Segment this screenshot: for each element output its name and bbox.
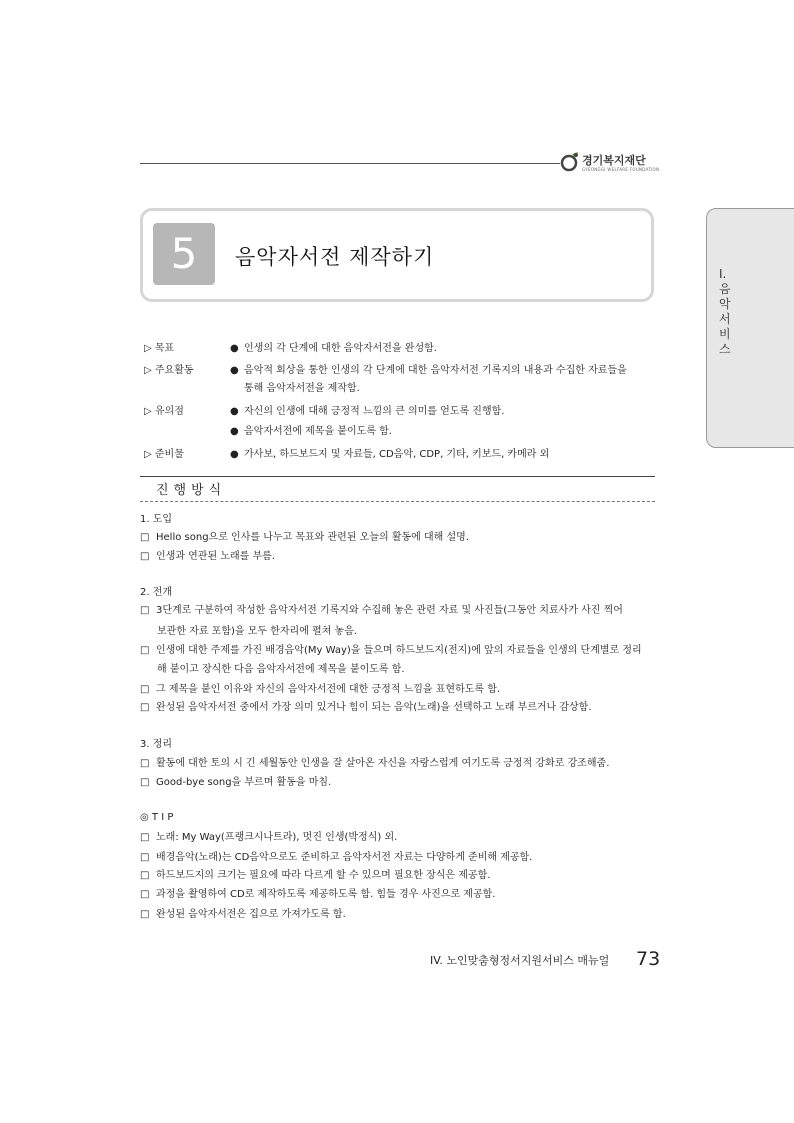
logo-text: 경기복지재단 [582, 154, 646, 167]
bullet: ● [230, 365, 239, 376]
activity-text-2: 통해 음악자서전을 제작함. [244, 383, 360, 394]
list-item-cont: 해 붙이고 장식한 다음 음악자서전에 제목을 붙이도록 함. [157, 664, 405, 675]
footer-title: IV. 노인맞춤형정서지원서비스 매뉴얼 [430, 954, 610, 967]
tip-heading: ◎ T I P [140, 812, 174, 823]
tip-item: □ 완성된 음악자서전은 집으로 가져가도록 함. [140, 909, 346, 920]
activity-text-1: 음악적 회상을 통한 인생의 각 단계에 대한 음악자서전 기록지의 내용과 수집한 자료들을 [244, 365, 627, 376]
prep-label: ▷ 준비물 [144, 449, 184, 460]
step-heading-development: 2. 전개 [140, 587, 173, 598]
goal-label: ▷ 목표 [144, 343, 175, 354]
list-item: □ 인생과 연관된 노래를 부름. [140, 551, 275, 562]
prep-text: 가사보, 하드보드지 및 자료들, CD음악, CDP, 기타, 키보드, 카메라 외 [244, 449, 550, 460]
list-item: □ 그 제목을 붙인 이유와 자신의 음악자서전에 대한 긍정적 느낌을 표현하도록 함. [140, 684, 501, 695]
page-number: 73 [636, 948, 661, 970]
list-item: □ Hello song으로 인사를 나누고 목표와 관련된 오늘의 활동에 대해 설명. [140, 532, 469, 543]
bullet: ● [230, 406, 239, 417]
list-item: □ 활동에 대한 토의 시 긴 세월동안 인생을 잘 살아온 자신을 자랑스럽게 여기도록 긍정적 강화로 강조해줌. [140, 758, 610, 769]
bullet: ● [230, 426, 239, 437]
activity-label: ▷ 주요활동 [144, 365, 194, 376]
goal-text: 인생의 각 단계에 대한 음악자서전을 완성함. [244, 343, 437, 354]
section-heading: 진행방식 [156, 483, 227, 498]
tip-item: □ 하드보드지의 크기는 필요에 따라 다르게 할 수 있으며 필요한 장식은 제공함. [140, 870, 491, 881]
chapter-side-tab [706, 208, 794, 448]
list-item: □ 인생에 대한 주제를 가진 배경음악(My Way)을 들으며 하드보드지(전지)에 앞의 자료들을 인생의 단계별로 정리 [140, 645, 642, 656]
section-rule-top [140, 476, 655, 477]
caution-text-2: 음악자서전에 제목을 붙이도록 함. [244, 426, 392, 437]
chapter-side-tab-label: Ⅰ. 음악서비스 [719, 267, 731, 356]
section-rule-bottom [140, 501, 655, 502]
logo-subtext: GYEONGGI WELFARE FOUNDATION [582, 167, 660, 172]
step-heading-intro: 1. 도입 [140, 514, 173, 525]
header-rule [140, 163, 560, 164]
tip-item: □ 노래: My Way(프랭크시나트라), 멋진 인생(박정식) 외. [140, 832, 398, 843]
list-item: □ 3단계로 구분하여 작성한 음악자서전 기록지와 수집해 놓은 관련 자료 및 사진들(그동안 치료사가 사진 찍어 [140, 605, 623, 616]
bullet: ● [230, 449, 239, 460]
foundation-logo-icon [560, 150, 580, 174]
foundation-logo [560, 150, 660, 176]
caution-text-1: 자신의 인생에 대해 긍정적 느낌의 큰 의미를 얻도록 진행함. [244, 406, 505, 417]
tip-item: □ 과정을 촬영하여 CD로 제작하도록 제공하도록 함. 힘들 경우 사진으로 제공함. [140, 889, 496, 900]
page-title: 음악자서전 제작하기 [235, 245, 435, 269]
list-item-cont: 보관한 자료 포함)을 모두 한자리에 펼쳐 놓음. [157, 626, 358, 637]
list-item: □ 완성된 음악자서전 중에서 가장 의미 있거나 힘이 되는 음악(노래)을 선택하고 노래 부르거나 감상함. [140, 702, 592, 713]
bullet: ● [230, 343, 239, 354]
section-number: 5 [153, 223, 215, 285]
list-item: □ Good-bye song을 부르며 활동을 마침. [140, 777, 332, 788]
caution-label: ▷ 유의점 [144, 406, 184, 417]
tip-item: □ 배경음악(노래)는 CD음악으로도 준비하고 음악자서전 자료는 다양하게 준비해 제공함. [140, 852, 533, 863]
section-title-box [140, 208, 654, 302]
step-heading-closing: 3. 정리 [140, 739, 173, 750]
